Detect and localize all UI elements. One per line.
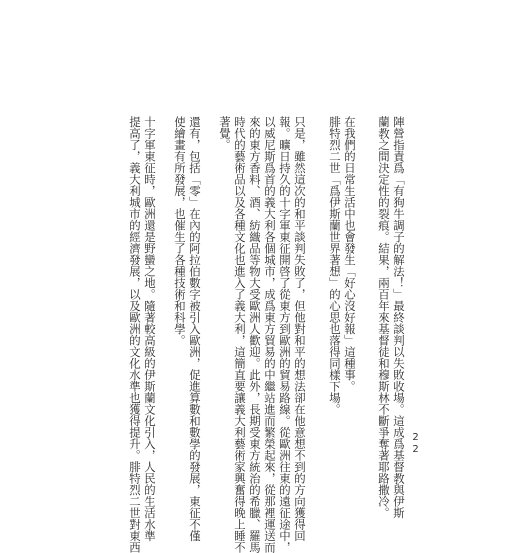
text-column: 來的東方香料、酒、紡織品等物大受歐洲人歡迎。此外，長期受東方統治的希臘、羅馬 bbox=[248, 116, 262, 553]
text-column: 提高了，義大利城市的經濟發展，以及歐洲的文化水準也獲得提升。腓特烈二世對東西 bbox=[128, 116, 142, 553]
text-column: 使繪畫有所發展，也催生了各種技術和科學。 bbox=[173, 116, 187, 346]
text-column: 著覺。 bbox=[218, 116, 232, 151]
page-number: 22 bbox=[410, 432, 421, 456]
text-column: 腓特烈二世「爲伊斯蘭世界著想」的心思也落得同樣下場。 bbox=[328, 116, 342, 415]
text-column: 陣營指責爲「有狗牛調子的解法！」最終談判以失敗收場。這成爲基督教與伊斯 bbox=[392, 116, 406, 519]
text-column: 以威尼斯爲首的義大利各個城市，成爲東方貿易的中繼站進而繁榮起來，從那裡運送而 bbox=[263, 116, 277, 553]
text-column: 十字軍東征時，歐洲還是野蠻之地。隨著較高級的伊斯蘭文化引入，人民的生活水準 bbox=[143, 116, 157, 542]
text-column: 時代的藝術品以及各種文化也進入了義大利，這簡直要讓義大利藝術家興奮得晚上睡不 bbox=[233, 116, 247, 553]
text-column: 蘭教之間決定性的裂痕。結果，兩百年來基督徒和穆斯林不斷爭奪著耶路撒冷。 bbox=[377, 116, 391, 519]
text-column: 還有，包括「零」在內的阿拉伯數字被引入歐洲，促進算數和數學的發展，東征不僅 bbox=[188, 116, 202, 542]
text-column: 只是，雖然這次的和平談判失敗了，但他對和平的想法卻在他意想不到的方向獲得回 bbox=[293, 116, 307, 542]
text-column: 在我們的日常生活中也會發生「好心沒好報」這種事。 bbox=[343, 116, 357, 392]
text-column: 報。曠日持久的十字軍東征開啓了從東方到歐洲的貿易路線。從歐洲往東的遠征途中， bbox=[278, 116, 292, 553]
